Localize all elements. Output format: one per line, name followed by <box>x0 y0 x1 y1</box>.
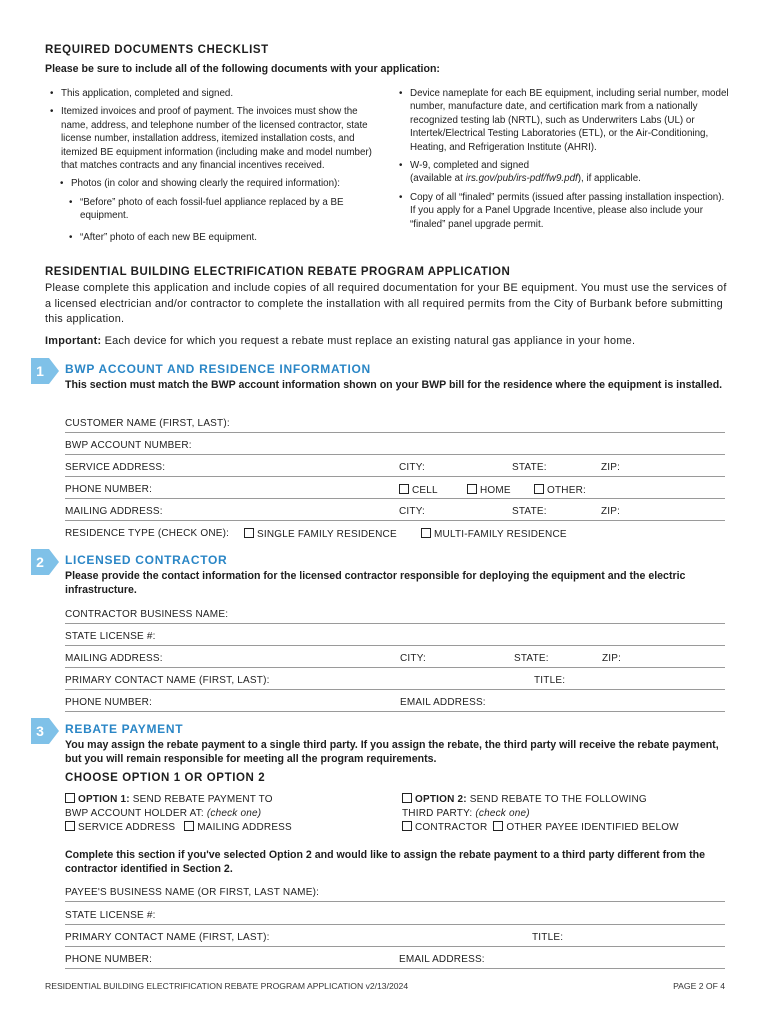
checkbox-icon <box>421 528 431 538</box>
service-address-field[interactable] <box>65 476 725 477</box>
contractor-email-label: EMAIL ADDRESS: <box>400 697 486 708</box>
other-payee-option: OTHER PAYEE IDENTIFIED BELOW <box>506 822 679 833</box>
application-intro: Please complete this application and include copies of all required documentation for your BE equipment. You must use the services of a licensed electrician and/or contractor to complete the installation with all required permits from the City of Burbank before submitting this application. <box>45 282 727 325</box>
payee-contact-field[interactable] <box>65 946 725 947</box>
contractor-contact-field[interactable] <box>65 689 725 690</box>
payee-name-label: PAYEE'S BUSINESS NAME (OR FIRST, LAST NAME): <box>65 887 320 898</box>
section-2-title: LICENSED CONTRACTOR <box>65 553 228 567</box>
other-label: OTHER: <box>547 485 586 496</box>
option-2-text: SEND REBATE TO THE FOLLOWING <box>466 794 647 805</box>
account-number-label: BWP ACCOUNT NUMBER: <box>65 440 192 451</box>
checkbox-icon <box>534 484 544 494</box>
other-payee-checkbox[interactable] <box>493 822 678 833</box>
contractor-state-label: STATE: <box>514 653 549 664</box>
payee-phone-field[interactable] <box>65 968 725 969</box>
payee-email-label: EMAIL ADDRESS: <box>399 954 485 965</box>
payee-license-label: STATE LICENSE #: <box>65 910 156 921</box>
option-1-label: OPTION 1: <box>78 794 130 805</box>
home-checkbox[interactable] <box>467 484 511 496</box>
contractor-contact-label: PRIMARY CONTACT NAME (FIRST, LAST): <box>65 675 270 686</box>
list-item: • This application, completed and signed. <box>45 87 380 100</box>
list-item <box>394 159 729 186</box>
important-text: Each device for which you request a rebate must replace an existing natural gas appliance in your home. <box>101 335 636 347</box>
checkbox-icon <box>184 821 194 831</box>
section-3-badge-icon <box>31 718 59 744</box>
list-item: • Itemized invoices and proof of payment. The invoices must show the name, address, and telephone number of the licensed contractor, state license number, installation address, itemized installation costs, and itemized BE equipment information (including make and model number) that matches contracts and any financial incentives received. <box>45 105 380 172</box>
mailing-address-field[interactable] <box>65 520 725 521</box>
list-item: • Photos (in color and showing clearly the required information): <box>45 177 380 190</box>
contractor-business-label: CONTRACTOR BUSINESS NAME: <box>65 609 229 620</box>
account-number-field[interactable] <box>65 454 725 455</box>
service-address-option: SERVICE ADDRESS <box>78 822 176 833</box>
residence-type-label: RESIDENCE TYPE (CHECK ONE): <box>65 528 230 539</box>
section-2-badge-icon <box>31 549 59 575</box>
phone-label: PHONE NUMBER: <box>65 484 153 495</box>
service-city-label: CITY: <box>399 462 426 473</box>
contractor-business-field[interactable] <box>65 623 725 624</box>
payee-phone-label: PHONE NUMBER: <box>65 954 153 965</box>
contractor-title-label: TITLE: <box>534 675 566 686</box>
payee-title-label: TITLE: <box>532 932 564 943</box>
footer-title: RESIDENTIAL BUILDING ELECTRIFICATION REBATE PROGRAM APPLICATION v2/13/2024 <box>45 981 409 991</box>
cell-checkbox[interactable] <box>399 484 438 496</box>
customer-name-label: CUSTOMER NAME (FIRST, LAST): <box>65 418 230 429</box>
contractor-mailing-label: MAILING ADDRESS: <box>65 653 163 664</box>
single-family-label: SINGLE FAMILY RESIDENCE <box>257 529 397 540</box>
important-note <box>45 334 735 350</box>
option-1-line2: BWP ACCOUNT HOLDER AT: <box>65 808 207 819</box>
multi-family-label: MULTI-FAMILY RESIDENCE <box>434 529 567 540</box>
list-item: • “After” photo of each new BE equipment. <box>45 231 380 244</box>
contractor-phone-label: PHONE NUMBER: <box>65 697 153 708</box>
mailing-state-label: STATE: <box>512 506 547 517</box>
section-2-number: 2 <box>36 554 44 570</box>
mailing-zip-label: ZIP: <box>601 506 621 517</box>
checkbox-icon <box>402 821 412 831</box>
contractor-city-label: CITY: <box>400 653 427 664</box>
contractor-phone-field[interactable] <box>65 711 725 712</box>
contractor-option: CONTRACTOR <box>415 822 488 833</box>
checkbox-icon <box>65 793 75 803</box>
important-label: Important: <box>45 335 102 347</box>
payee-name-field[interactable] <box>65 901 725 902</box>
contractor-zip-label: ZIP: <box>602 653 622 664</box>
checkbox-icon <box>467 484 477 494</box>
checkbox-icon <box>65 821 75 831</box>
section-1-number: 1 <box>36 363 44 379</box>
section-1-title: BWP ACCOUNT AND RESIDENCE INFORMATION <box>65 362 371 376</box>
customer-name-field[interactable] <box>65 432 725 433</box>
multi-family-checkbox[interactable] <box>421 528 567 540</box>
service-address-checkbox[interactable] <box>65 822 175 833</box>
single-family-checkbox[interactable] <box>244 528 397 540</box>
service-address-label: SERVICE ADDRESS: <box>65 462 166 473</box>
option-1-check-one: (check one) <box>206 808 262 819</box>
list-item: • Copy of all “finaled” permits (issued after passing installation inspection). If you apply for a Panel Upgrade Incentive, please also include your “finaled” panel upgrade permit. <box>394 191 729 231</box>
option-2-line2: THIRD PARTY: <box>402 808 476 819</box>
option-2-label: OPTION 2: <box>415 794 467 805</box>
contractor-checkbox[interactable] <box>402 822 487 833</box>
checkbox-icon <box>493 821 503 831</box>
payee-license-field[interactable] <box>65 924 725 925</box>
mailing-address-label: MAILING ADDRESS: <box>65 506 163 517</box>
cell-label: CELL <box>412 485 438 496</box>
option-1-text: SEND REBATE PAYMENT TO <box>129 794 273 805</box>
checklist-subtitle: Please be sure to include all of the following documents with your application: <box>45 63 440 75</box>
option-1-block <box>65 793 292 835</box>
page-number: PAGE 2 OF 4 <box>673 981 725 991</box>
service-zip-label: ZIP: <box>601 462 621 473</box>
other-checkbox[interactable] <box>534 484 586 496</box>
section-1-badge-icon <box>31 358 59 384</box>
contractor-license-field[interactable] <box>65 645 725 646</box>
checklist-left-list <box>45 87 380 249</box>
option-2-checkbox[interactable] <box>402 793 679 807</box>
checklist-right-list <box>394 87 729 236</box>
list-item: • Device nameplate for each BE equipment, including serial number, model number, manufacture date, and certification mark from a nationally recognized testing lab (NRTL), such as Underwriters Labs (UL) or Intertek/Electrical Testing Laboratories (ETL), or the Air-Conditioning, Heating, and Refrigeration Institute (AHRI). <box>394 87 729 154</box>
section-3-number: 3 <box>36 723 44 739</box>
contractor-license-label: STATE LICENSE #: <box>65 631 156 642</box>
checkbox-icon <box>244 528 254 538</box>
section-3-title: REBATE PAYMENT <box>65 722 184 736</box>
option-2-note: Complete this section if you've selected Option 2 and would like to assign the rebate payment to a third party different from the contractor identified in Section 2. <box>65 849 706 875</box>
w9-link[interactable]: irs.gov/pub/irs-pdf/fw9.pdf <box>465 173 578 185</box>
application-title: RESIDENTIAL BUILDING ELECTRIFICATION REBATE PROGRAM APPLICATION <box>45 266 511 278</box>
list-item: • “Before” photo of each fossil-fuel appliance replaced by a BE equipment. <box>45 196 380 223</box>
checkbox-icon <box>402 793 412 803</box>
mailing-address-option: MAILING ADDRESS <box>197 822 292 833</box>
option-2-block <box>402 793 679 835</box>
w9-post: ), if applicable. <box>577 173 641 185</box>
option-1-checkbox[interactable] <box>65 793 292 807</box>
w9-pre: (available at <box>410 173 466 185</box>
section-2-description: Please provide the contact information for the licensed contractor responsible for deploying the equipment and the electric infrastructure. <box>65 570 686 596</box>
mailing-city-label: CITY: <box>399 506 426 517</box>
checkbox-icon <box>399 484 409 494</box>
phone-field[interactable] <box>65 498 725 499</box>
choose-option-heading: CHOOSE OPTION 1 OR OPTION 2 <box>65 772 266 784</box>
section-3-description: You may assign the rebate payment to a single third party. If you assign the rebate, the third party will receive the rebate payment, but you will remain responsible for meeting all the program requirements. <box>65 739 719 765</box>
mailing-address-checkbox[interactable] <box>184 822 292 833</box>
home-label: HOME <box>480 485 511 496</box>
contractor-mailing-field[interactable] <box>65 667 725 668</box>
payee-contact-label: PRIMARY CONTACT NAME (FIRST, LAST): <box>65 932 270 943</box>
section-1-description: This section must match the BWP account information shown on your BWP bill for the residence where the equipment is installed. <box>65 379 723 391</box>
w9-line1: W-9, completed and signed <box>410 160 530 172</box>
option-2-check-one: (check one) <box>475 808 530 819</box>
service-state-label: STATE: <box>512 462 547 473</box>
checklist-title: REQUIRED DOCUMENTS CHECKLIST <box>45 44 269 56</box>
